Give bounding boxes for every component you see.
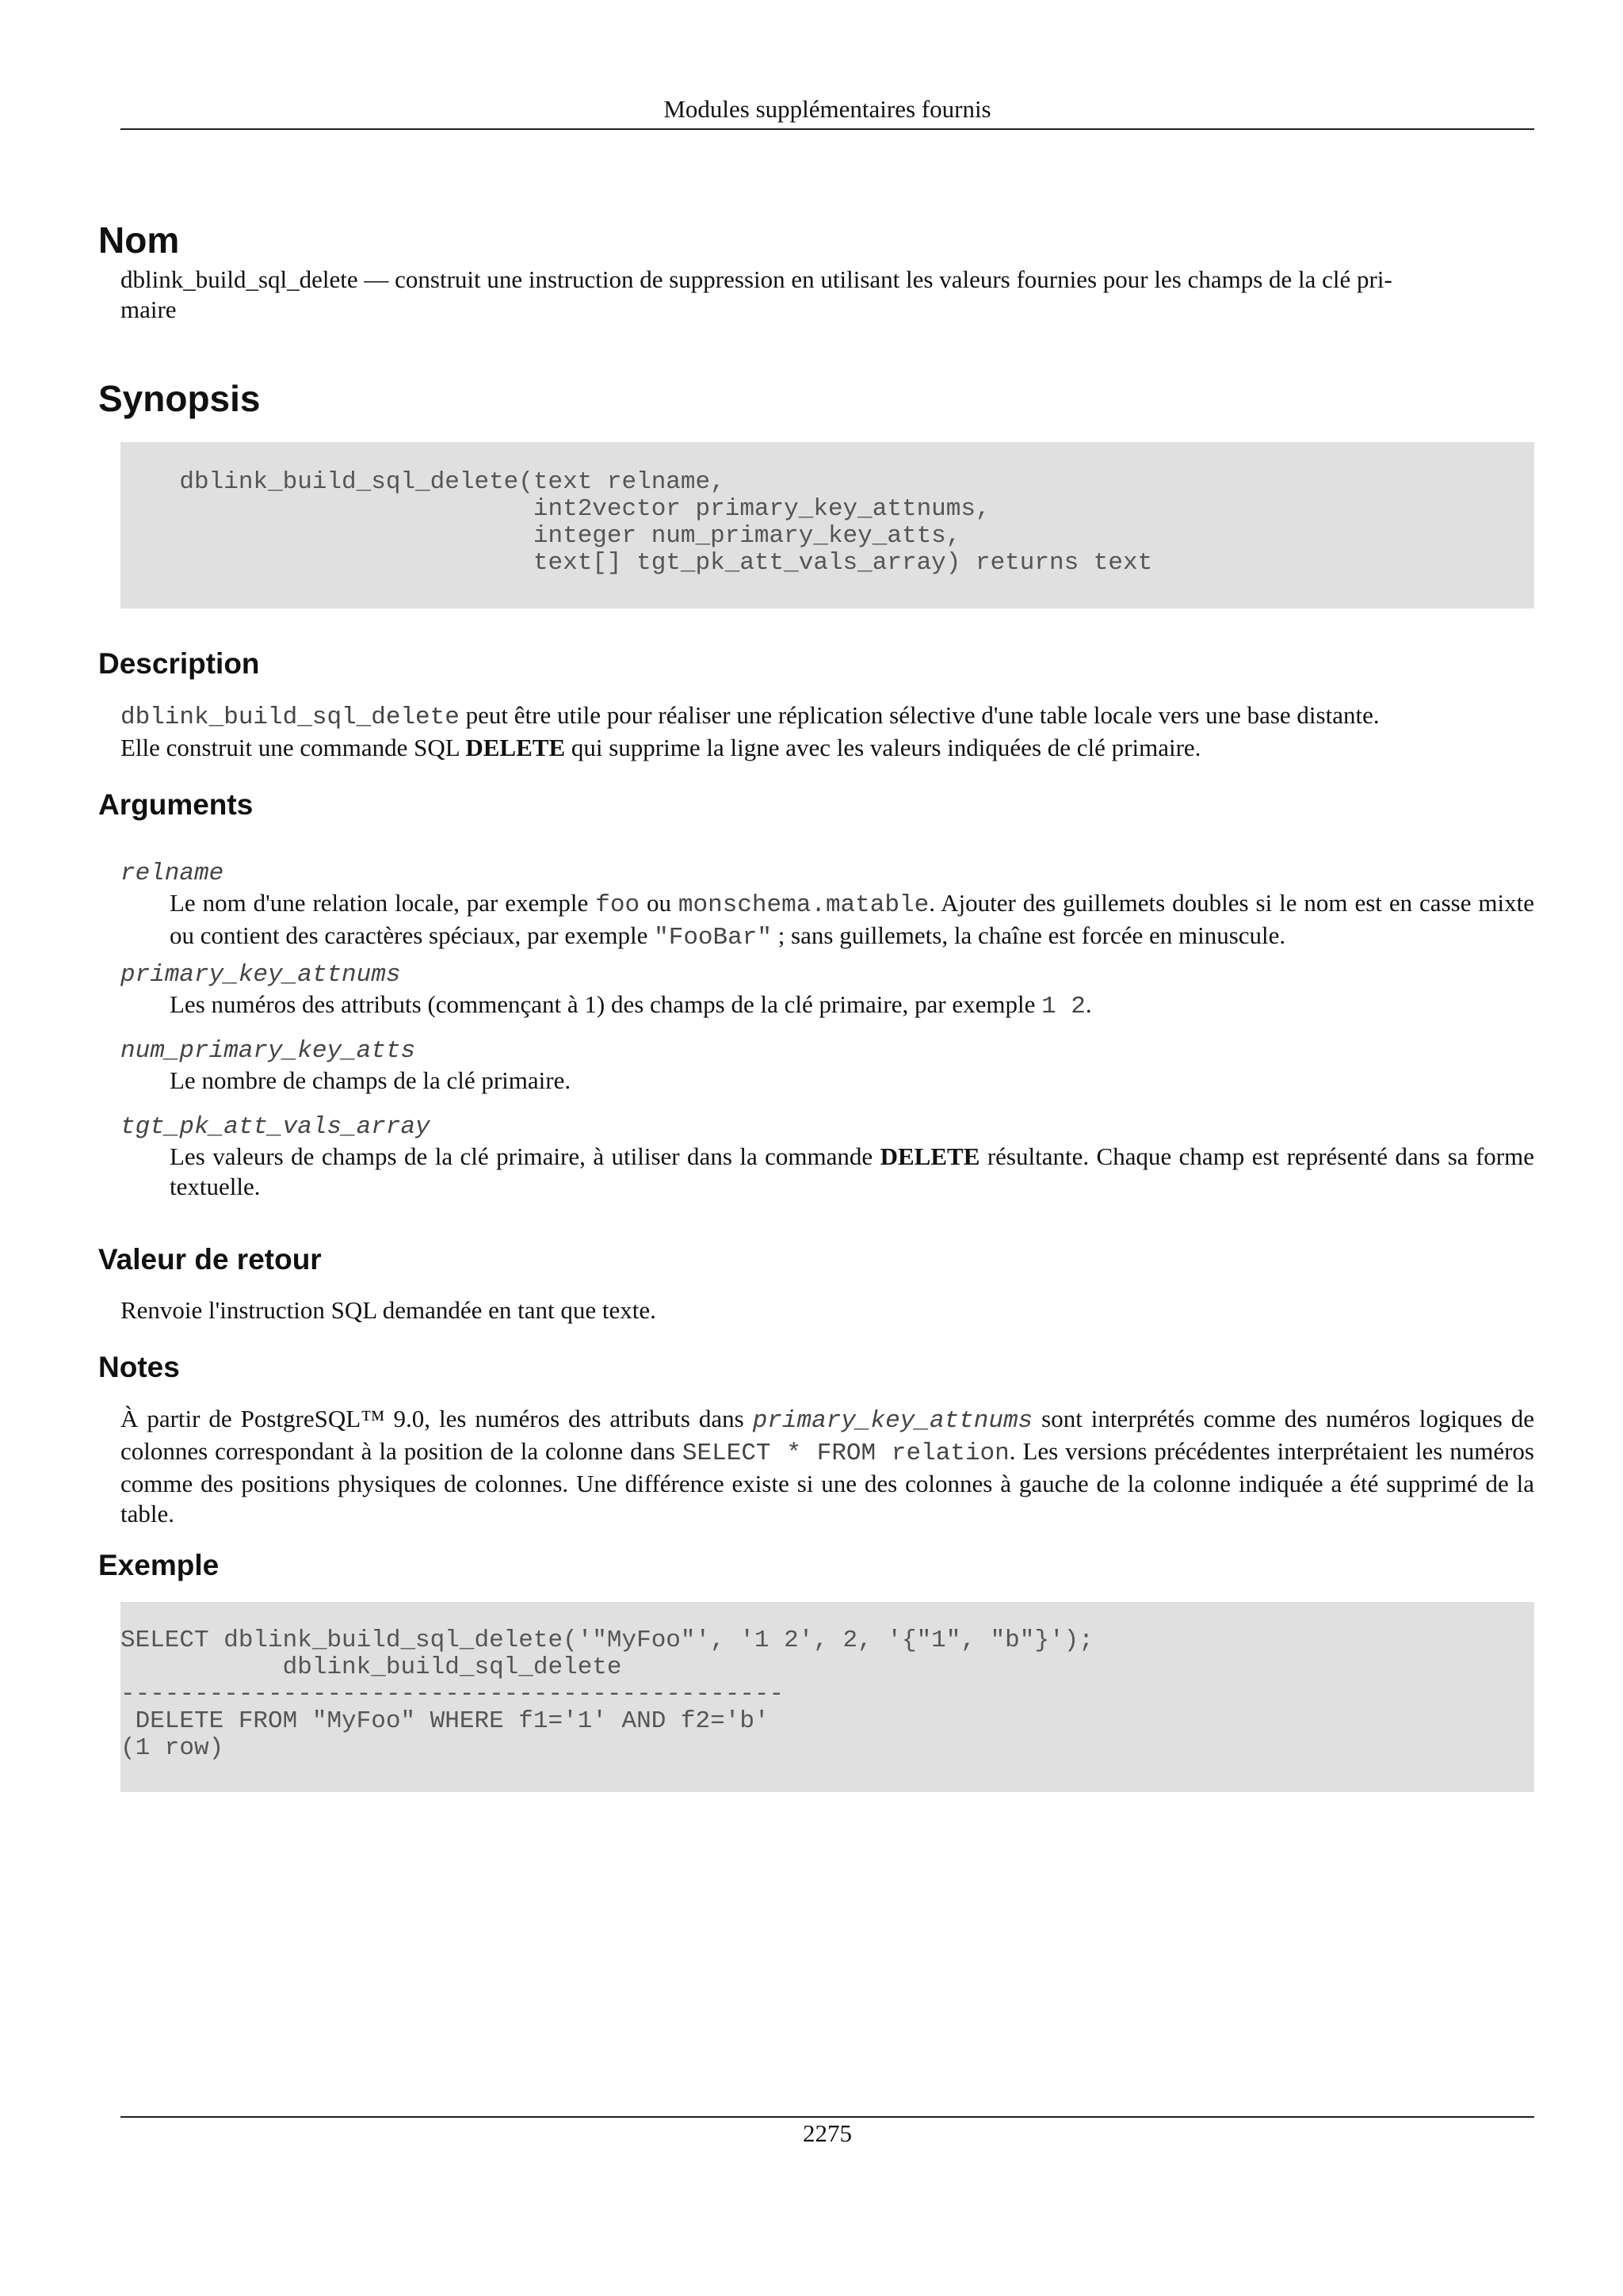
argument-definition	[170, 990, 1534, 1022]
argument-term: tgt_pk_att_vals_array	[120, 1113, 430, 1141]
notes-paragraph	[120, 1404, 1534, 1529]
nom-line-1: dblink_build_sql_delete — construit une instruction de suppression en utilisant les valeurs fournies pour les champs de la clé pri-	[120, 265, 1392, 293]
definition-text: . Ajouter des guillemets doubles si le nom est en casse mixte ou contient des caractères spéciaux, par exemple	[170, 889, 1534, 949]
description-text-3: qui supprime la ligne avec les valeurs indiquées de clé primaire.	[565, 734, 1201, 761]
inline-code: "FooBar"	[654, 924, 772, 952]
definition-text: Le nom d'une relation locale, par exemple	[170, 889, 596, 917]
inline-code: monschema.matable	[678, 891, 930, 919]
definition-text: .	[1085, 990, 1092, 1018]
description-command: DELETE	[465, 734, 566, 761]
definition-text: ; sans guillemets, la chaîne est forcée en minuscule.	[771, 921, 1286, 949]
notes-text: sont interprétés comme des numéros logiques de colonnes correspondant à la position de la colonne dans	[120, 1405, 1534, 1465]
description-paragraph	[120, 700, 1534, 763]
description-text-2: Elle construit une commande SQL	[120, 734, 466, 761]
argument-term: primary_key_attnums	[120, 961, 401, 989]
argument-definition	[170, 1142, 1534, 1202]
section-heading-notes: Notes	[98, 1351, 180, 1383]
definition-command: DELETE	[880, 1142, 980, 1170]
section-heading-nom: Nom	[98, 219, 180, 261]
example-code-block: SELECT dblink_build_sql_delete('"MyFoo"', '1 2', 2, '{"1", "b"}'); dblink_build_sql_delete --------------------------------------------- DELETE FROM "MyFoo" WHERE f1='1' AND f2='b' (1 row)	[120, 1602, 1534, 1792]
argument-term: relname	[120, 860, 224, 887]
function-name: dblink_build_sql_delete	[120, 704, 460, 731]
argument-definition	[170, 888, 1534, 953]
return-value-text: Renvoie l'instruction SQL demandée en tant que texte.	[120, 1296, 656, 1324]
page-number: 2275	[803, 2119, 852, 2147]
definition-text: résultante. Chaque champ est représenté dans sa forme textuelle.	[170, 1142, 1534, 1200]
inline-code: SELECT * FROM relation	[682, 1440, 1010, 1467]
section-heading-synopsis: Synopsis	[98, 378, 261, 419]
definition-text: Le nombre de champs de la clé primaire.	[170, 1066, 571, 1094]
inline-code: foo	[595, 891, 640, 919]
notes-text: À partir de PostgreSQL™ 9.0, les numéros des attributs dans	[120, 1405, 753, 1432]
argument-term: num_primary_key_atts	[120, 1037, 416, 1065]
description-text-1: peut être utile pour réaliser une réplication sélective d'une table locale vers une base distante.	[459, 701, 1380, 729]
notes-text: . Les versions précédentes interprétaient les numéros comme des positions physiques de colonnes. Une différence existe si une des colonnes à gauche de la colonne indiquée a été supprimé de la table.	[120, 1437, 1534, 1527]
synopsis-code-block: dblink_build_sql_delete(text relname, int2vector primary_key_attnums, integer num_primary_key_atts, text[] tgt_pk_att_vals_array) returns text	[120, 442, 1534, 608]
section-heading-example: Exemple	[98, 1549, 220, 1581]
inline-code: 1 2	[1041, 993, 1086, 1020]
section-heading-return-value: Valeur de retour	[98, 1243, 322, 1276]
nom-line-2: maire	[120, 296, 177, 323]
header-rule	[120, 128, 1534, 130]
definition-text: Les numéros des attributs (commençant à 1) des champs de la clé primaire, par exemple	[170, 990, 1042, 1018]
argument-definition	[170, 1066, 1534, 1096]
definition-text: Les valeurs de champs de la clé primaire, à utiliser dans la commande	[170, 1142, 880, 1170]
running-header: Modules supplémentaires fournis	[663, 95, 991, 123]
section-heading-description: Description	[98, 647, 260, 680]
section-heading-arguments: Arguments	[98, 788, 254, 821]
definition-text: ou	[640, 889, 678, 917]
notes-parameter: primary_key_attnums	[752, 1407, 1033, 1435]
